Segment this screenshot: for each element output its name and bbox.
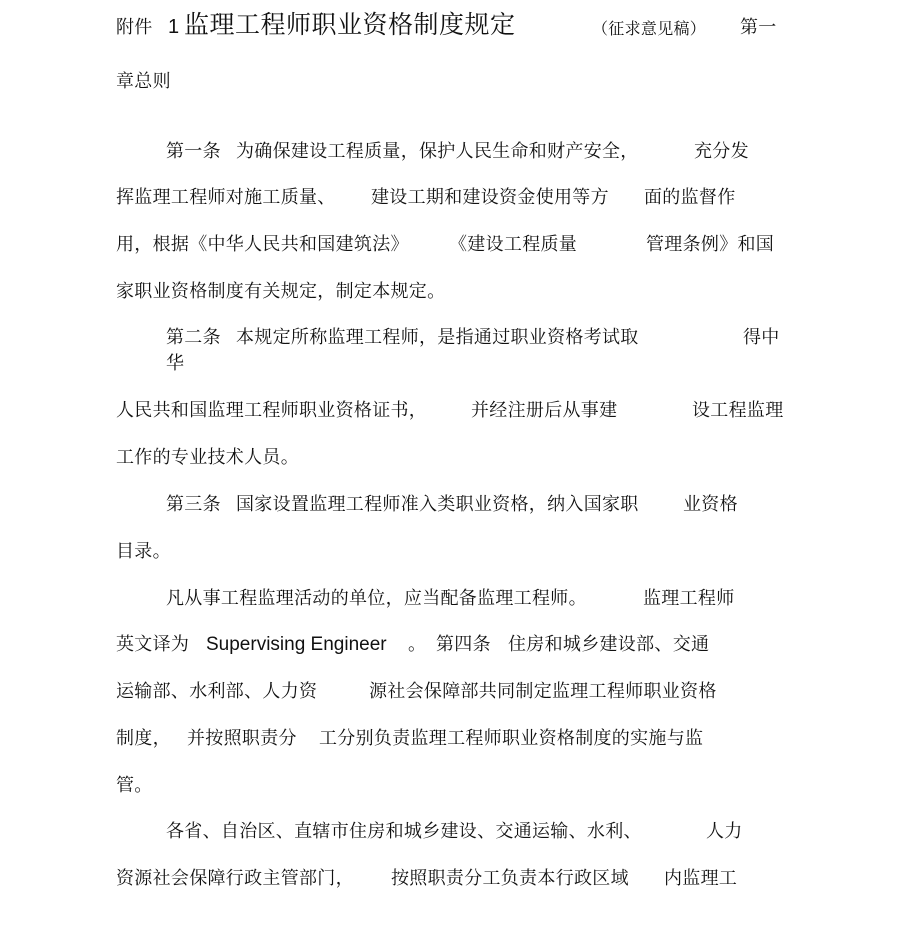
article-4-label: 第四条 <box>436 634 491 655</box>
english-term: Supervising Engineer <box>206 634 387 655</box>
document-page: 附件 1 监理工程师职业资格制度规定 （征求意见稿） 第一 章总则 第一条 为确保建设工程质量，保护人民生命和财产安全， 充分发 挥监理工程师对施工质量、 建设工期和建设资金使用等方 面的监督作 用，根据《中华人民共和国建筑法》 《建设工程质量 管理条例》和国 家职业资格制度有关规定，制定本规定。 第二条 本规定所称监理工程师，是指通过职业资格考试取 得中 华 人民共和国监理工程师职业资格证书， 并经注册后从事建 设工程监理 工作的专业技术人员。 第三条 国家设置监理工程师准入类职业资格，纳入国家职 业资格 目录。 凡从事工程监理活动的单位，应当配备监理工程师。 监理工程师 英文译为 Supervising Engineer 。 第四条 住房和城乡建设部、交通 运输部、水利部、人力资 源社会保障部共同制定监理工程师职业资格 制度， 并按照职责分 工分别负责监理工程师职业资格制度的实施与监 管。 各省、自治区、直辖市住房和城乡建设、交通运输、水利、 人力 资源社会保障行政主管部门， 按照职责分工负责本行政区域 内监理工 <box>0 0 920 949</box>
attachment-prefix: 附件 <box>116 17 153 38</box>
article-2-line-3: 工作的专业技术人员。 <box>116 447 299 468</box>
paragraph-4-line-5: 管。 <box>116 775 153 796</box>
article-3-label: 第三条 <box>166 494 221 515</box>
draft-note: （征求意见稿） <box>592 19 707 38</box>
article-1-line-4: 家职业资格制度有关规定，制定本规定。 <box>116 281 446 302</box>
chapter-heading-part1: 第一 <box>740 17 777 38</box>
chapter-heading-part2: 章总则 <box>116 71 171 92</box>
article-3-line-2: 目录。 <box>116 541 171 562</box>
attachment-number: 1 <box>168 16 180 38</box>
article-2-label: 第二条 <box>166 327 221 348</box>
article-2-line-1: 第二条 本规定所称监理工程师，是指通过职业资格考试取 得中 华 <box>166 327 780 374</box>
document-title: 监理工程师职业资格制度规定 <box>184 10 516 39</box>
article-1-label: 第一条 <box>166 141 221 162</box>
